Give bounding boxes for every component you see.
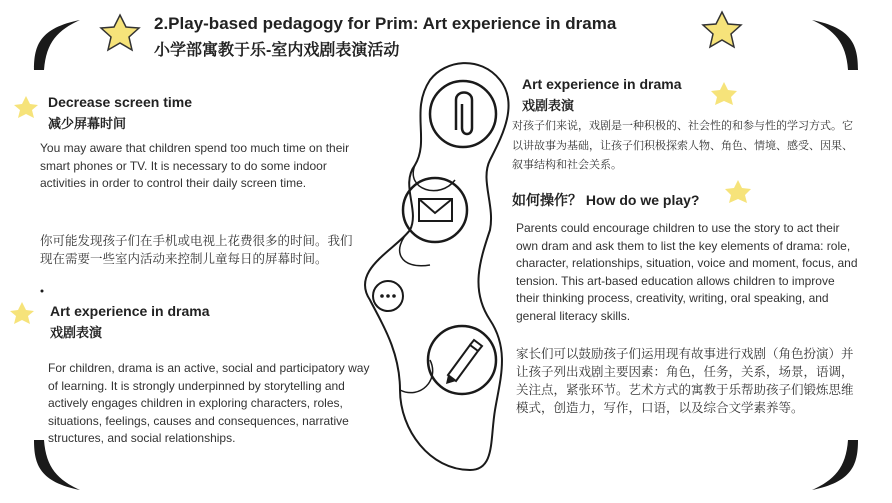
corner-bracket-bottom-right	[812, 440, 858, 490]
star-icon	[703, 12, 741, 47]
section-heading-drama-left: Art experience in drama	[50, 303, 210, 319]
how-to-play-paragraph-zh: 家长们可以鼓励孩子们运用现有故事进行戏剧（角色扮演）并让孩子列出戏剧主要因素：角色，任务，关系，场景，语调，关注点，紧张环节。艺术方式的寓教于乐帮助孩子们锻炼思维模式，创造力，写作，口语，以及综合文学素养等。	[516, 346, 854, 415]
chat-bubble-icon	[373, 281, 403, 311]
page-subtitle: 小学部寓教于乐-室内戏剧表演活动	[154, 42, 400, 59]
section-heading-screen-time-zh: 减少屏幕时间	[48, 116, 127, 131]
corner-bracket-bottom-left	[34, 440, 80, 490]
drama-paragraph: For children, drama is an active, social and participatory way of learning. It is strongly underpinned by storytelling and actively engages children in exploring characters, roles, situations, feelings, causes and consequences, narrative structures, and social relationships.	[48, 361, 370, 445]
screen-time-paragraph-zh: 你可能发现孩子们在手机或电视上花费很多的时间。我们现在需要一些室内活动来控制儿童每日的屏幕时间。	[40, 233, 353, 266]
section-heading-drama-right-zh: 戏剧表演	[522, 98, 575, 113]
star-icon	[711, 82, 737, 105]
paperclip-icon	[430, 81, 496, 147]
pen-icon	[428, 326, 496, 394]
corner-bracket-top-right	[812, 20, 858, 70]
section-heading-screen-time: Decrease screen time	[48, 94, 192, 110]
star-icon	[10, 302, 34, 324]
how-to-play-paragraph: Parents could encourage children to use the story to act their own dram and ask them to list the key elements of drama: role, character, relationships, situation, voice and moment, focus, and tension. This art-based education allows children to improve their thinking process, creativity, writing, oral speaking, and general literacy skills.	[516, 221, 858, 323]
section-heading-how-to-play: 如何操作？ How do we play?	[512, 192, 700, 208]
flow-line	[365, 63, 509, 470]
drama-paragraph-zh: 对孩子们来说，戏剧是一种积极的、社会性的和参与性的学习方式。它以讲故事为基础，让孩子们积极探索人物、角色、情境、感受、因果、叙事结构和社会关系。	[512, 119, 853, 171]
star-icon	[14, 96, 38, 118]
screen-time-paragraph: You may aware that children spend too much time on their smart phones or TV. It is necessary to do some indoor activities in order to control their daily screen time.	[40, 141, 350, 190]
corner-bracket-top-left	[34, 20, 80, 70]
page-title: 2.Play-based pedagogy for Prim: Art experience in drama	[154, 14, 617, 33]
star-icon	[101, 15, 139, 50]
section-heading-drama-right: Art experience in drama	[522, 76, 682, 92]
star-icon	[725, 180, 751, 203]
section-heading-drama-left-zh: 戏剧表演	[50, 325, 103, 340]
dot-mark	[41, 290, 44, 293]
